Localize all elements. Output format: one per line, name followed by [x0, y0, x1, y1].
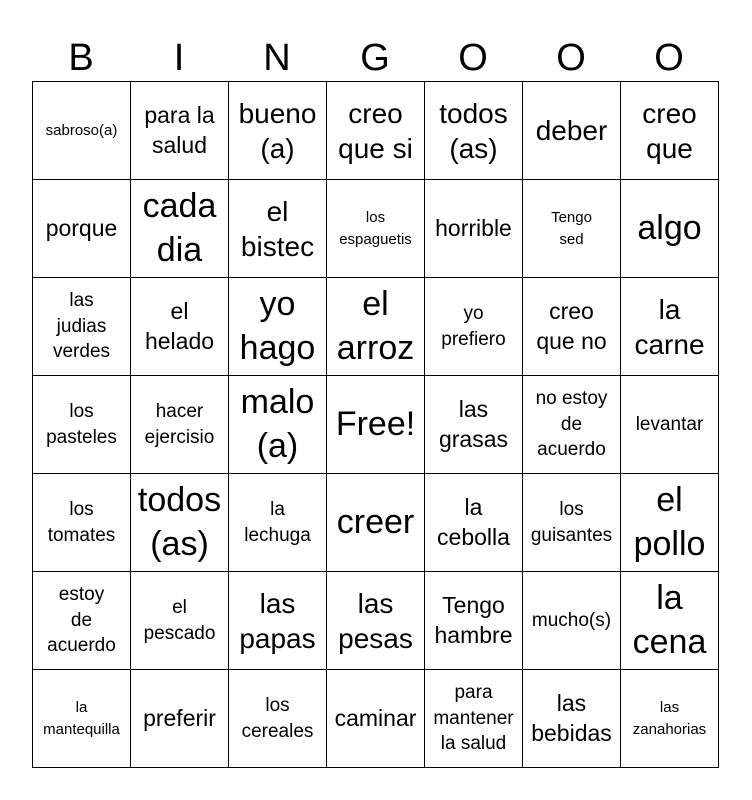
cell-text: para la salud — [144, 101, 215, 158]
bingo-cell[interactable] — [131, 278, 229, 376]
bingo-cell[interactable] — [523, 376, 621, 474]
bingo-cell[interactable] — [327, 82, 425, 180]
bingo-board — [32, 81, 719, 768]
bingo-cell[interactable] — [621, 180, 719, 278]
header-letter-o3: O — [654, 37, 684, 79]
cell-text: el pescado — [143, 596, 216, 644]
header-letter-g: G — [360, 37, 390, 79]
cell-text: el arroz — [336, 284, 415, 367]
cell-text: algo — [637, 208, 702, 247]
cell-text: la mantequilla — [43, 698, 120, 738]
bingo-cell[interactable] — [327, 180, 425, 278]
cell-text: los espaguetis — [339, 208, 412, 248]
cell-text: creo que si — [338, 97, 413, 164]
bingo-cell[interactable] — [425, 376, 523, 474]
bingo-cell[interactable] — [523, 572, 621, 670]
bingo-cell[interactable] — [33, 180, 131, 278]
bingo-cell[interactable] — [621, 474, 719, 572]
cell-text: el bistec — [240, 195, 315, 262]
cell-text: caminar — [334, 704, 417, 731]
bingo-cell[interactable] — [327, 670, 425, 768]
cell-text: yo prefiero — [441, 302, 506, 350]
cell-text: para mantener la salud — [433, 682, 514, 755]
cell-text: no estoy de acuerdo — [535, 388, 608, 461]
bingo-cell[interactable] — [425, 572, 523, 670]
bingo-cell[interactable] — [229, 572, 327, 670]
bingo-cell[interactable] — [229, 180, 327, 278]
bingo-cell[interactable] — [425, 180, 523, 278]
header-letter-i: I — [173, 37, 185, 79]
cell-text: cada dia — [142, 186, 217, 269]
cell-text: los guisantes — [530, 498, 613, 546]
cell-text: los pasteles — [46, 400, 117, 448]
cell-text: estoy de acuerdo — [47, 584, 116, 657]
cell-text: la carne — [634, 293, 705, 360]
cell-text: levantar — [635, 413, 704, 435]
bingo-cell[interactable] — [523, 670, 621, 768]
cell-text: bueno (a) — [238, 97, 317, 164]
cell-text: el helado — [144, 297, 215, 354]
bingo-cell[interactable] — [621, 376, 719, 474]
bingo-cell[interactable] — [523, 278, 621, 376]
bingo-cell-free[interactable] — [327, 376, 425, 474]
cell-text: las judias verdes — [52, 290, 111, 363]
bingo-cell[interactable] — [33, 474, 131, 572]
bingo-cell[interactable] — [327, 474, 425, 572]
cell-text: sabroso(a) — [45, 121, 118, 139]
cell-text: Tengo sed — [551, 208, 592, 248]
cell-text: porque — [45, 214, 118, 241]
header-letter-n: N — [263, 37, 291, 79]
cell-text: deber — [535, 115, 608, 146]
bingo-cell[interactable] — [621, 278, 719, 376]
bingo-cell[interactable] — [131, 572, 229, 670]
bingo-cell[interactable] — [425, 82, 523, 180]
bingo-cell[interactable] — [131, 376, 229, 474]
cell-text: la cena — [632, 578, 707, 661]
bingo-cell[interactable] — [523, 474, 621, 572]
cell-text: las papas — [239, 587, 316, 654]
bingo-cell[interactable] — [131, 474, 229, 572]
bingo-cell[interactable] — [229, 82, 327, 180]
cell-text: todos (as) — [439, 97, 508, 164]
bingo-header — [32, 34, 718, 82]
cell-text: las grasas — [438, 395, 509, 452]
cell-text: las bebidas — [531, 689, 612, 746]
free-space-text: Free! — [335, 405, 416, 443]
bingo-cell[interactable] — [621, 82, 719, 180]
cell-text: la lechuga — [244, 498, 311, 546]
bingo-cell[interactable] — [131, 670, 229, 768]
cell-text: malo (a) — [240, 382, 315, 465]
bingo-cell[interactable] — [425, 670, 523, 768]
header-letter-b: B — [68, 37, 94, 79]
header-letter-o1: O — [458, 37, 488, 79]
bingo-cell[interactable] — [523, 180, 621, 278]
cell-text: yo hago — [239, 284, 316, 367]
cell-text: creo que — [642, 97, 697, 164]
cell-text: creo que no — [536, 297, 607, 354]
bingo-cell[interactable] — [229, 670, 327, 768]
bingo-cell[interactable] — [229, 278, 327, 376]
bingo-cell[interactable] — [621, 670, 719, 768]
cell-text: los cereales — [241, 694, 314, 742]
bingo-cell[interactable] — [327, 572, 425, 670]
cell-text: todos (as) — [137, 480, 222, 563]
cell-text: Tengo hambre — [434, 591, 513, 648]
bingo-cell[interactable] — [425, 474, 523, 572]
bingo-cell[interactable] — [131, 82, 229, 180]
bingo-cell[interactable] — [523, 82, 621, 180]
cell-text: el pollo — [633, 480, 706, 563]
cell-text: las zanahorias — [632, 698, 707, 738]
bingo-cell[interactable] — [131, 180, 229, 278]
bingo-cell[interactable] — [327, 278, 425, 376]
cell-text: horrible — [435, 214, 512, 241]
bingo-cell[interactable] — [621, 572, 719, 670]
cell-text: hacer ejercisio — [144, 400, 215, 448]
bingo-cell[interactable] — [425, 278, 523, 376]
header-letter-o2: O — [556, 37, 586, 79]
bingo-cell[interactable] — [33, 278, 131, 376]
bingo-cell[interactable] — [33, 376, 131, 474]
bingo-cell[interactable] — [33, 670, 131, 768]
bingo-cell[interactable] — [33, 82, 131, 180]
cell-text: preferir — [143, 704, 216, 731]
bingo-cell[interactable] — [229, 376, 327, 474]
cell-text: los tomates — [47, 498, 116, 546]
cell-text: mucho(s) — [531, 609, 612, 631]
bingo-cell[interactable] — [33, 572, 131, 670]
bingo-cell[interactable] — [229, 474, 327, 572]
cell-text: creer — [336, 502, 415, 541]
cell-text: las pesas — [338, 587, 413, 654]
cell-text: la cebolla — [437, 493, 510, 550]
